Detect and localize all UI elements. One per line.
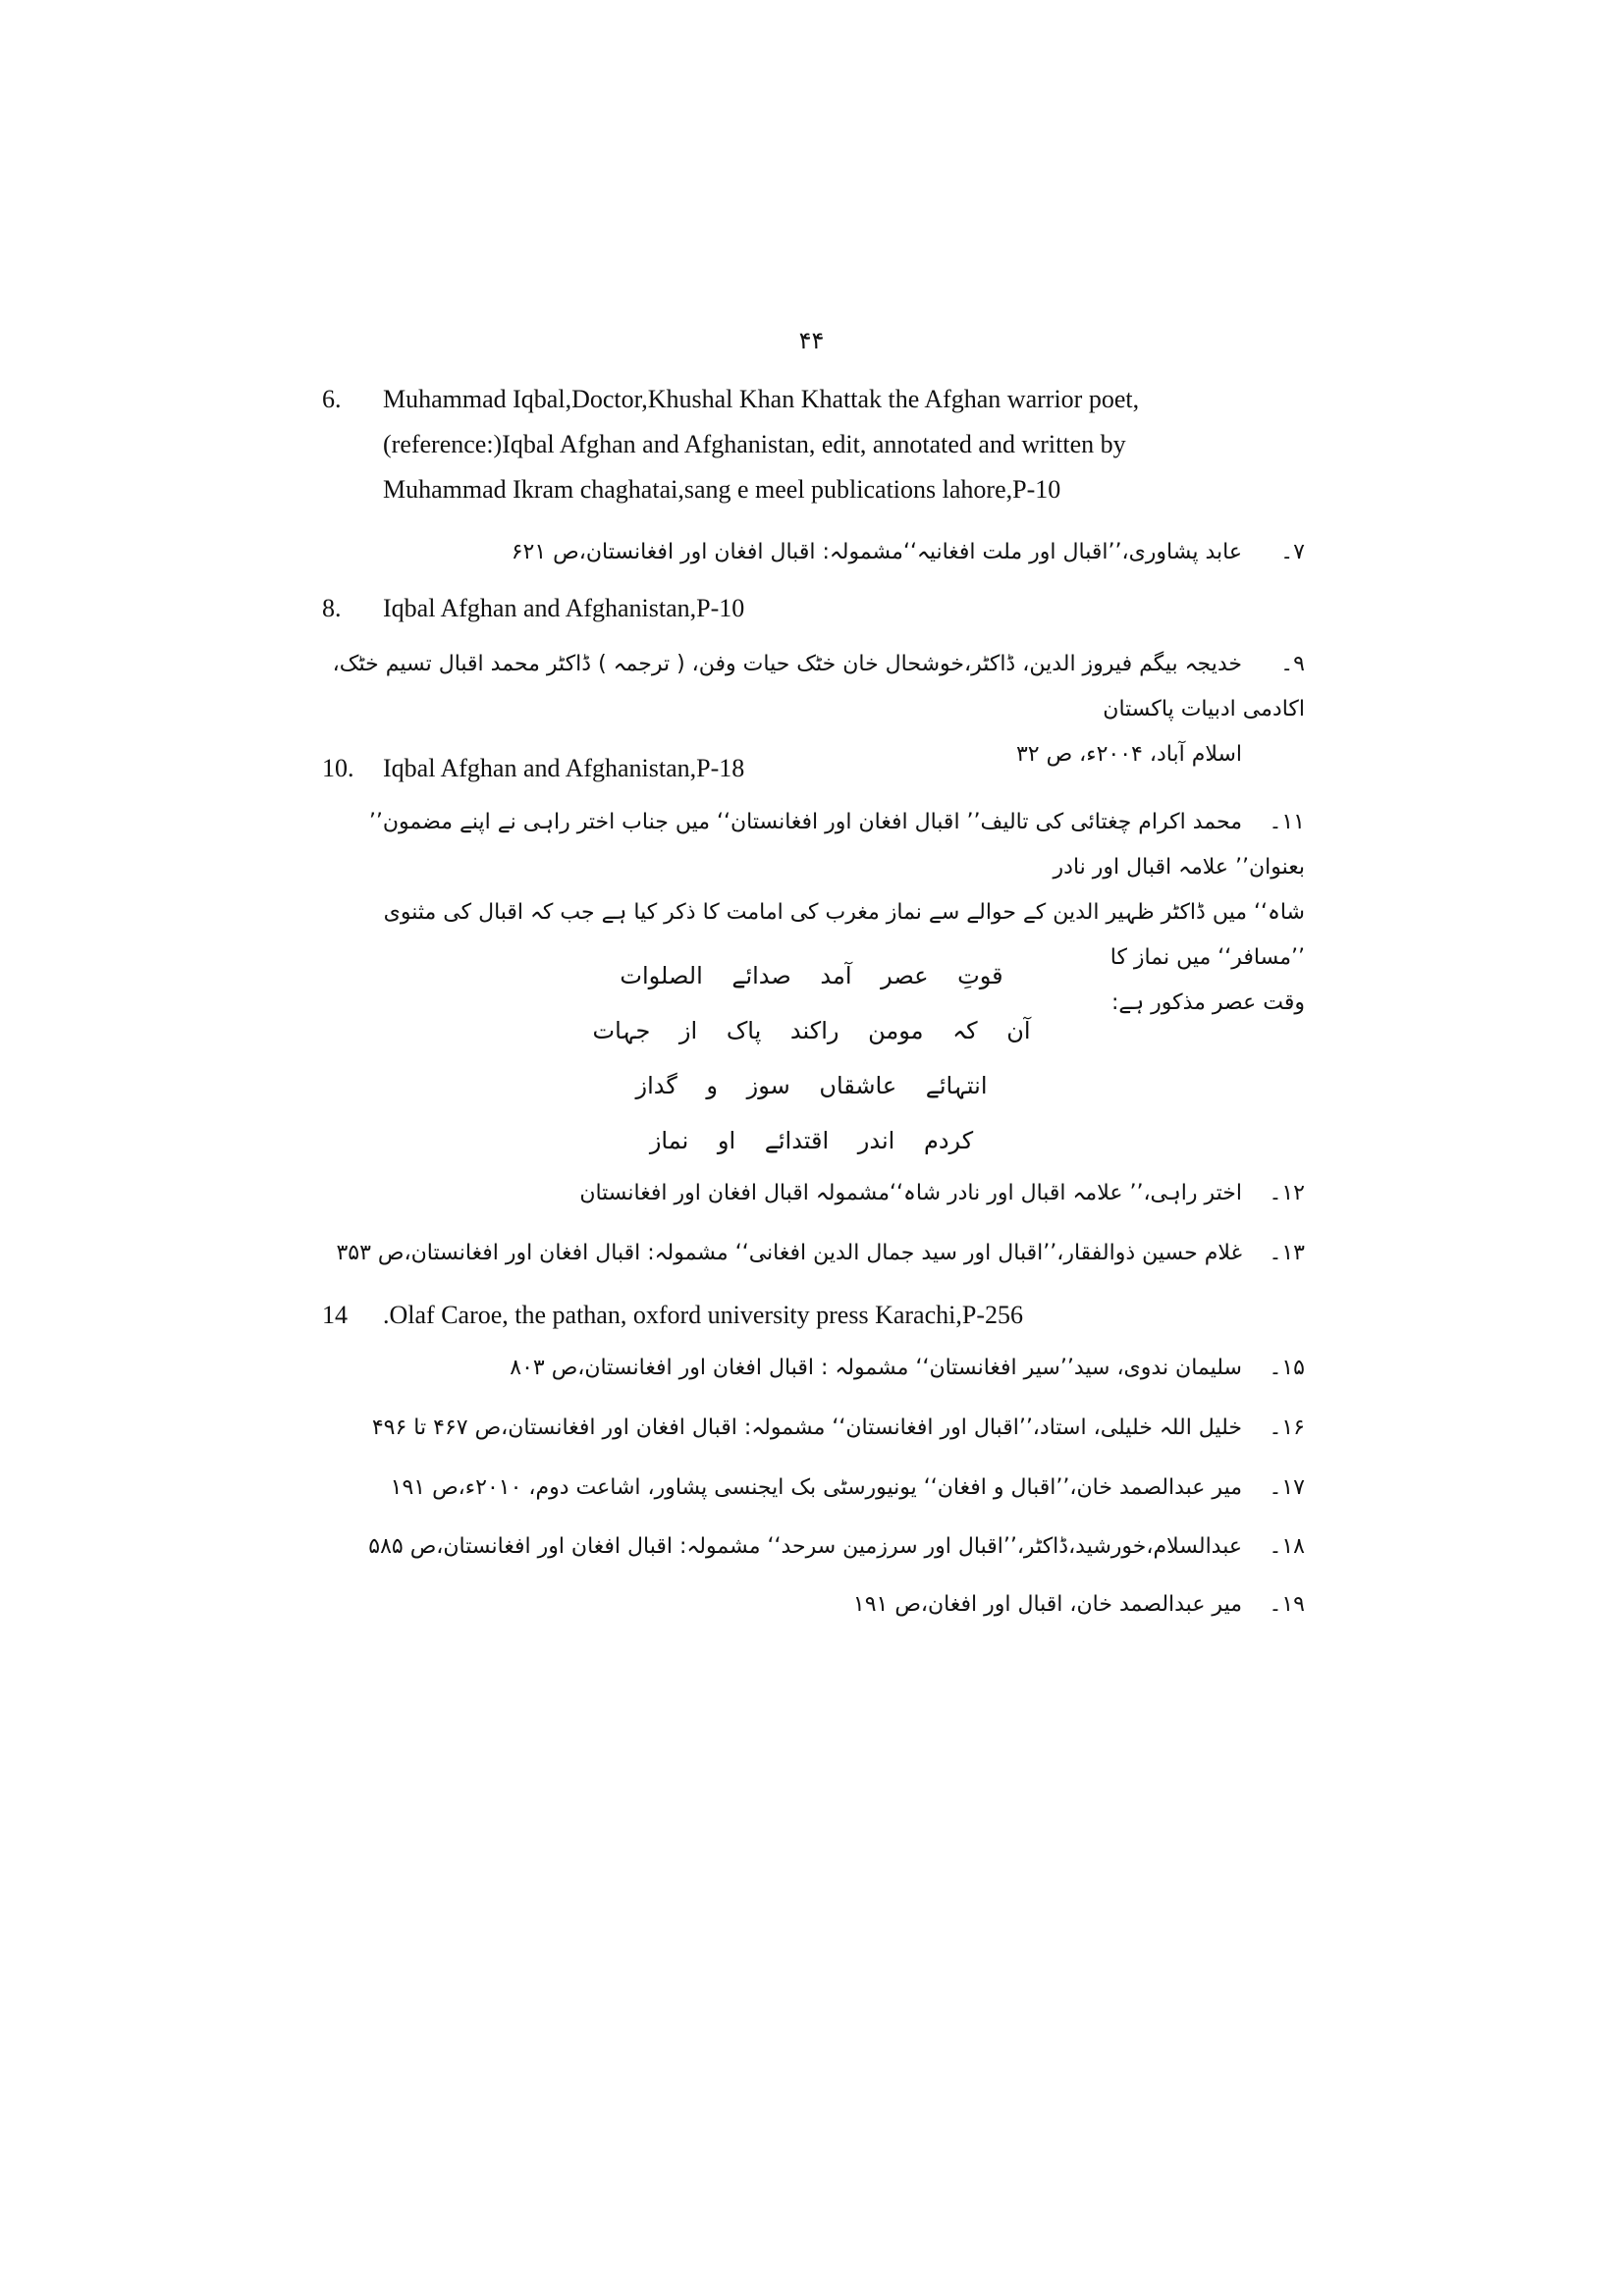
footnote-text: Iqbal Afghan and Afghanistan,P-18: [383, 754, 745, 782]
footnote-15: [323, 1346, 1305, 1391]
footnote-6: [322, 377, 1284, 512]
footnote-6-line-3: Muhammad Ikram chaghatai,sang e meel publications lahore,P-10: [383, 475, 1061, 504]
footnote-number: ۱۶۔: [1269, 1415, 1305, 1440]
footnote-number: ۱۲۔: [1269, 1181, 1305, 1205]
footnote-text: .Olaf Caroe, the pathan, oxford university press Karachi,P-256: [383, 1301, 1023, 1329]
footnote-18: [323, 1524, 1305, 1570]
footnote-number: ۱۵۔: [1269, 1356, 1305, 1380]
footnote-text: میر عبدالصمد خان، اقبال اور افغان،ص ۱۹۱: [852, 1592, 1242, 1617]
footnote-13: [323, 1231, 1305, 1276]
footnote-number: 6.: [322, 385, 342, 413]
footnote-12: [323, 1171, 1305, 1216]
footnote-text: محمد اکرام چغتائی کی تالیف’’ اقبال افغان اور افغانستان‘‘ میں جناب اختر راہی نے اپنے مضمون’’ بعنوان’’ علامہ اقبال اور نادر: [368, 810, 1305, 880]
footnote-number: ۱۸۔: [1269, 1534, 1305, 1559]
footnote-6-line-1: [322, 377, 1284, 422]
footnote-number: ۷۔: [1280, 540, 1305, 564]
footnote-text: Iqbal Afghan and Afghanistan,P-10: [383, 594, 745, 622]
footnote-text: سلیمان ندوی، سید’’سیر افغانستان‘‘ مشمولہ : اقبال افغان اور افغانستان،ص ۸۰۳: [510, 1356, 1242, 1380]
footnote-9-line-1: [323, 642, 1305, 732]
footnote-number: 10.: [322, 754, 354, 782]
footnote-16: [323, 1406, 1305, 1451]
footnote-text: اختر راہی،’’ علامہ اقبال اور نادر شاہ‘‘مشمولہ اقبال افغان اور افغانستان: [579, 1181, 1242, 1205]
footnote-text: خلیل اللہ خلیلی، استاد،’’اقبال اور افغانستان‘‘ مشمولہ: اقبال افغان اور افغانستان،ص ۴۶۷ تا ۴۹۶: [371, 1415, 1242, 1440]
footnote-text: عابد پشاوری،’’اقبال اور ملت افغانیہ‘‘مشمولہ: اقبال افغان اور افغانستان،ص ۶۲۱: [511, 540, 1242, 564]
footnote-9-line-2: اسلام آباد، ۲۰۰۴ء، ص ۳۲: [1015, 742, 1242, 767]
footnote-text: Muhammad Iqbal,Doctor,Khushal Khan Khattak the Afghan warrior poet,: [383, 385, 1140, 413]
footnote-number: 8.: [322, 594, 342, 622]
footnote-8: [322, 586, 1284, 631]
footnote-number: ۹۔: [1280, 652, 1305, 676]
footnote-number: ۱۳۔: [1269, 1241, 1305, 1265]
footnote-11-line-1: [323, 800, 1305, 890]
verse-line: آن کہ مومن راکند پاک از جہات: [592, 1017, 1031, 1044]
footnote-6-line-2: (reference:)Iqbal Afghan and Afghanistan, edit, annotated and written by: [383, 430, 1126, 458]
footnote-11-line-3: وقت عصر مذکور ہے:: [1110, 990, 1305, 1015]
footnote-number: ۱۱۔: [1269, 810, 1305, 834]
verse-line: قوتِ عصر آمد صدائے الصلوات: [620, 962, 1003, 989]
footnote-17: [323, 1466, 1305, 1511]
verse-line: انتہائے عاشقاں سوز و گداز: [635, 1072, 988, 1099]
footnote-19: [323, 1582, 1305, 1628]
footnote-number: ۱۷۔: [1269, 1475, 1305, 1500]
footnote-10: [322, 746, 1284, 791]
footnote-14: [322, 1293, 1284, 1338]
footnote-text: غلام حسین ذوالفقار،’’اقبال اور سید جمال الدین افغانی‘‘ مشمولہ: اقبال افغان اور افغانستان،ص ۳۵۳: [336, 1241, 1242, 1265]
footnote-11-line-2: شاہ‘‘ میں ڈاکٹر ظہیر الدین کے حوالے سے نماز مغرب کی امامت کا ذکر کیا ہے جب کہ اقبال کی مثنوی ’’مسافر‘‘ میں نماز کا: [383, 900, 1305, 970]
verse-line: کردم اندر اقتدائے او نماز: [649, 1127, 974, 1154]
footnote-text: میر عبدالصمد خان،’’اقبال و افغان‘‘ یونیورسٹی بک ایجنسی پشاور، اشاعت دوم، ۲۰۱۰ء،ص ۱۹۱: [390, 1475, 1242, 1500]
footnote-number: ۱۹۔: [1269, 1592, 1305, 1617]
persian-verse: [0, 948, 1623, 1168]
footnote-number: 14: [322, 1301, 348, 1329]
page-number: ۴۴: [798, 327, 825, 354]
footnote-text: عبدالسلام،خورشید،ڈاکٹر،’’اقبال اور سرزمین سرحد‘‘ مشمولہ: اقبال افغان اور افغانستان،ص ۵۸۵: [368, 1534, 1242, 1559]
footnote-text: خدیجہ بیگم فیروز الدین، ڈاکٹر،خوشحال خان خٹک حیات وفن، ( ترجمہ ) ڈاکٹر محمد اقبال تسیم خٹک، اکادمی ادبیات پاکستان: [332, 652, 1305, 721]
footnote-7: [323, 530, 1305, 575]
